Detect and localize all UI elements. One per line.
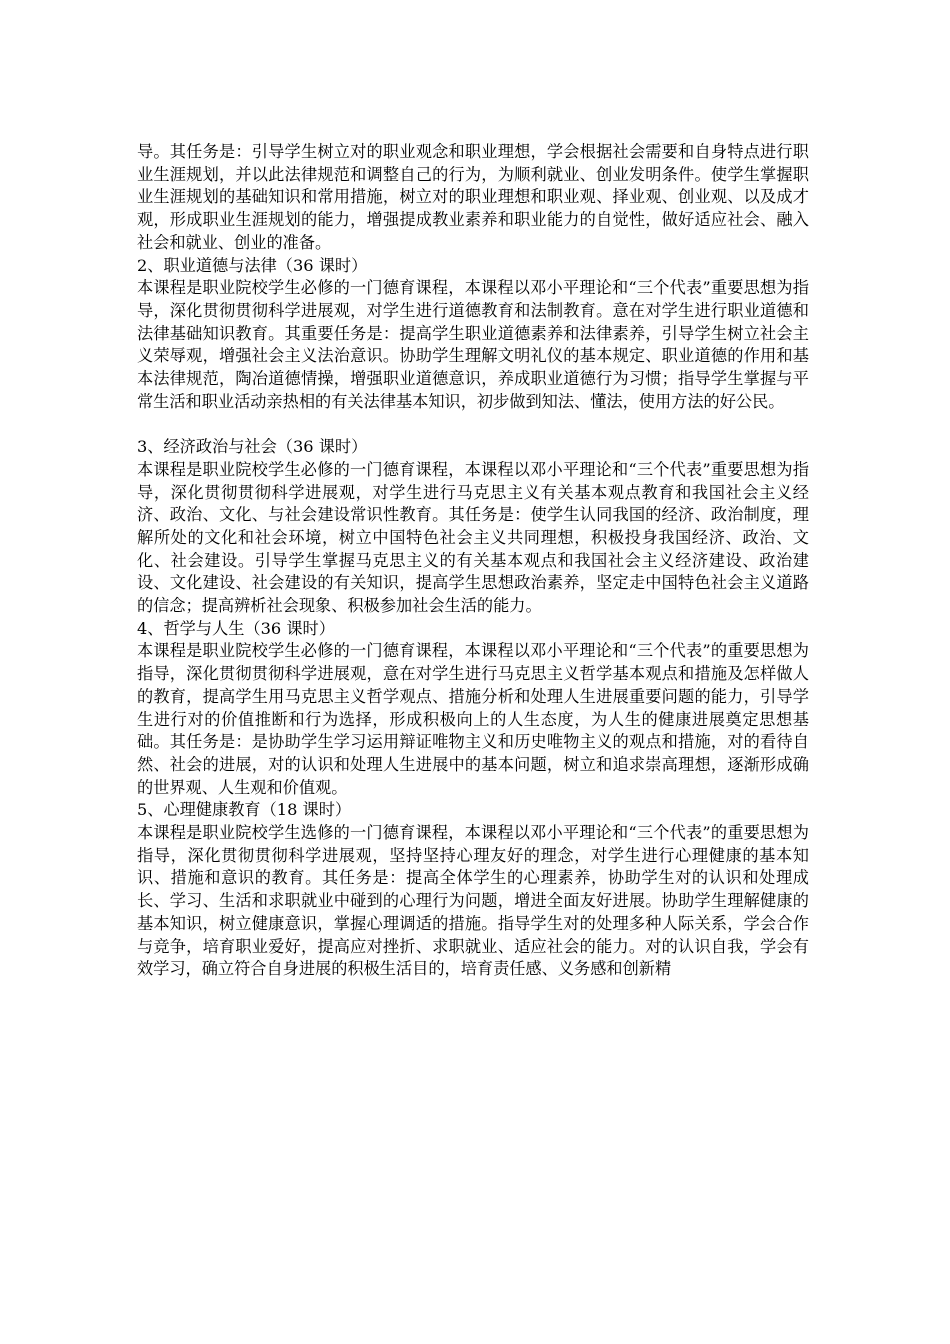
blank-line: [137, 413, 809, 436]
section-body-mental-health: 本课程是职业院校学生选修的一门德育课程，本课程以邓小平理论和“三个代表”的重要思想为指导，深化贯彻贯彻科学进展观，坚持坚持心理友好的理念，对学生进行心理健康的基本知识、措施和意识的教育。其任务是：提高全体学生的心理素养，协助学生对的认识和处理成长、学习、生活和求职就业中碰到的心理行为问题，增进全面友好进展。协助学生理解健康的基本知识，树立健康意识，掌握心理调适的措施。指导学生对的处理多种人际关系，学会合作与竞争，培育职业爱好，提高应对挫折、求职就业、适应社会的能力。对的认识自我，学会有效学习，确立符合自身进展的积极生活目的，培育责任感、义务感和创新精: [137, 823, 809, 979]
section-body-economy-politics: 本课程是职业院校学生必修的一门德育课程，本课程以邓小平理论和“三个代表”重要思想为指导，深化贯彻贯彻科学进展观，对学生进行马克思主义有关基本观点教育和我国社会主义经济、政治、文化、与社会建设常识性教育。其任务是：使学生认同我国的经济、政治制度，理解所处的文化和社会环境，树立中国特色社会主义共同理想，积极投身我国经济、政治、文化、社会建设。引导学生掌握马克思主义的有关基本观点和我国社会主义经济建设、政治建设、文化建设、社会建设的有关知识，提高学生思想政治素养，坚定走中国特色社会主义道路的信念；提高辨析社会现象、积极参加社会生活的能力。: [137, 459, 809, 616]
document-page: [137, 141, 809, 981]
section-body-philosophy-life: 本课程是职业院校学生必修的一门德育课程，本课程以邓小平理论和“三个代表”的重要思想为指导，深化贯彻贯彻科学进展观，意在对学生进行马克思主义哲学基本观点和措施及怎样做人的教育，提高学生用马克思主义哲学观点、措施分析和处理人生进展重要问题的能力，引导学生进行对的价值推断和行为选择，形成积极向上的人生态度，为人生的健康进展奠定思想基础。其任务是：是协助学生学习运用辩证唯物主义和历史唯物主义的观点和措施，对的看待自然、社会的进展，对的认识和处理人生进展中的基本问题，树立和追求崇高理想，逐渐形成确的世界观、人生观和价值观。: [137, 641, 809, 797]
section-heading-mental-health: 5、心理健康教育（18 课时）: [137, 800, 352, 820]
section-heading-ethics-law: 2、职业道德与法律（36 课时）: [137, 255, 368, 275]
section-heading-philosophy-life: 4、哲学与人生（36 课时）: [137, 618, 335, 638]
section-heading-economy-politics: 3、经济政治与社会（36 课时）: [137, 437, 368, 457]
section-body-ethics-law: 本课程是职业院校学生必修的一门德育课程，本课程以邓小平理论和“三个代表”重要思想为指导，深化贯彻贯彻科学进展观，对学生进行道德教育和法制教育。意在对学生进行职业道德和法律基础知识教育。其重要任务是：提高学生职业道德素养和法律素养，引导学生树立社会主义荣辱观，增强社会主义法治意识。协助学生理解文明礼仪的基本规定、职业道德的作用和基本法律规范，陶冶道德情操，增强职业道德意识，养成职业道德行为习惯；指导学生掌握与平常生活和职业活动亲热相的有关法律基本知识，初步做到知法、懂法，使用方法的好公民。: [137, 278, 809, 411]
intro-paragraph: 导。其任务是：引导学生树立对的职业观念和职业理想，学会根据社会需要和自身特点进行职业生涯规划，并以此法律规范和调整自己的行为，为顺利就业、创业发明条件。使学生掌握职业生涯规划的基础知识和常用措施，树立对的职业理想和职业观、择业观、创业观、以及成才观，形成职业生涯规划的能力，增强提成教业素养和职业能力的自觉性，做好适应社会、融入社会和就业、创业的准备。: [137, 142, 809, 252]
